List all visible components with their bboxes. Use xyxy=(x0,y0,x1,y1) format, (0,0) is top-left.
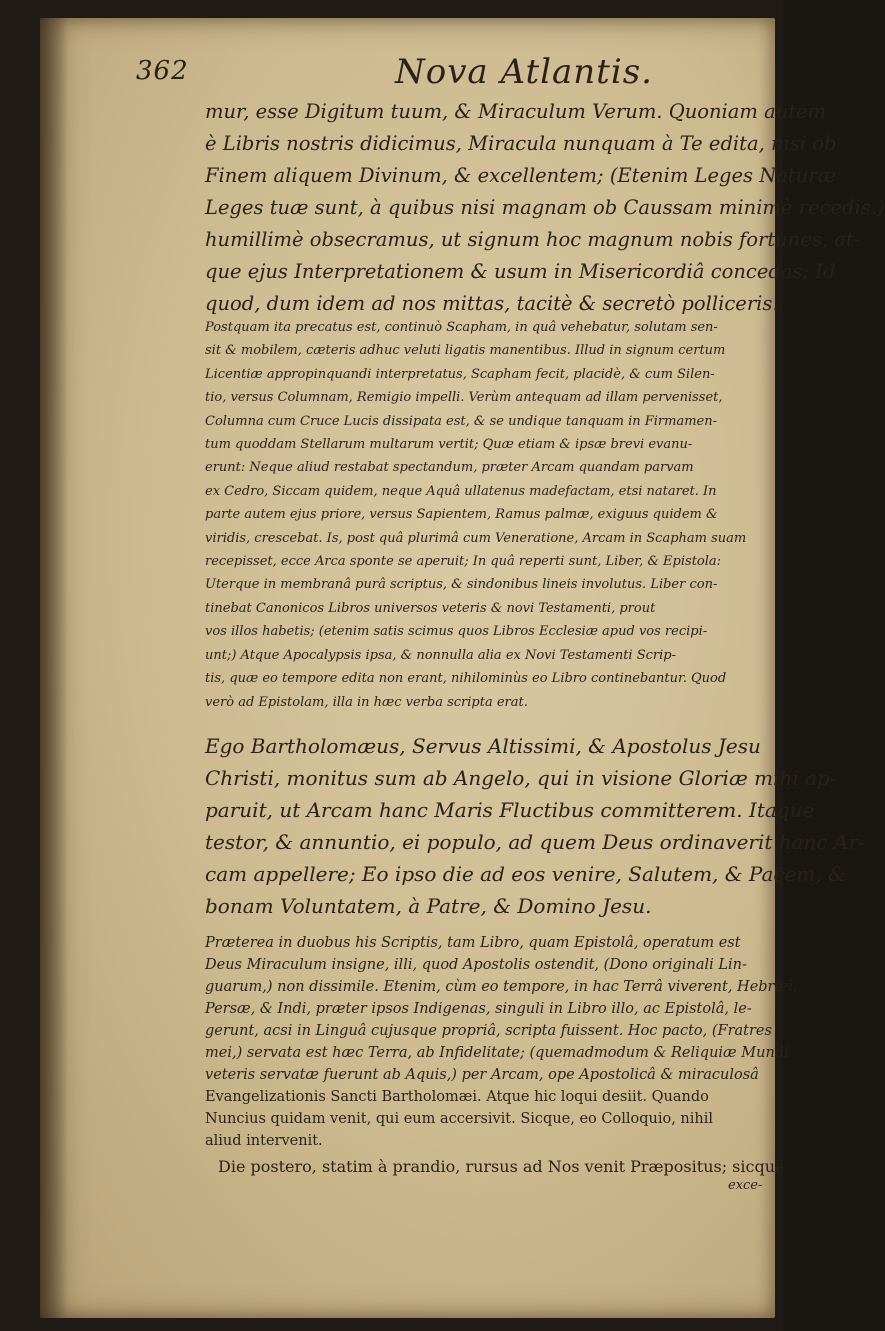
text-line: tis, quæ eo tempore edita non erant, nihilominùs eo Libro continebantur. Quod xyxy=(205,671,727,687)
text-line: Uterque in membranâ purâ scriptus, & sindonibus lineis involutus. Liber con- xyxy=(205,577,718,593)
text-line: ex Cedro, Siccam quidem, neque Aquâ ullatenus madefactam, etsi nataret. In xyxy=(205,483,717,499)
paragraph-ark-narrative xyxy=(205,316,765,714)
text-line: mur, esse Digitum tuum, & Miraculum Verum. Quoniam autem xyxy=(205,100,827,123)
text-line: aliud intervenit. xyxy=(205,1133,323,1149)
paragraph-epistle xyxy=(205,730,865,922)
text-line: è Libris nostris didicimus, Miracula nunquam à Te edita, nisi ob xyxy=(205,132,837,155)
text-line: Deus Miraculum insigne, illi, quod Apostolis ostendit, (Dono originali Lin- xyxy=(205,957,747,973)
text-line: guarum,) non dissimile. Etenim, cùm eo tempore, in hac Terrâ viverent, Hebræi, xyxy=(205,979,798,995)
text-line: Præterea in duobus his Scriptis, tam Libro, quam Epistolâ, operatum est xyxy=(205,935,741,951)
text-line: sit & mobilem, cæteris adhuc veluti ligatis manentibus. Illud in signum certum xyxy=(205,343,726,359)
running-head: Nova Atlantis. xyxy=(395,52,653,92)
paragraph-miracle-of-tongues xyxy=(205,932,798,1152)
catchword: exce- xyxy=(728,1178,763,1193)
text-line: recepisset, ecce Arca sponte se aperuit; In quâ reperti sunt, Liber, & Epistola: xyxy=(205,554,722,570)
text-line: tum quoddam Stellarum multarum vertit; Quæ etiam & ipsæ brevi evanu- xyxy=(205,437,693,453)
text-line: Leges tuæ sunt, à quibus nisi magnam ob Caussam minimè recedis.) xyxy=(205,196,885,219)
text-line: tio, versus Columnam, Remigio impelli. Verùm antequam ad illam pervenisset, xyxy=(205,390,723,406)
text-line: mei,) servata est hæc Terra, ab Infidelitate; (quemadmodum & Reliquiæ Mundi xyxy=(205,1045,789,1061)
text-line: bonam Voluntatem, à Patre, & Domino Jesu. xyxy=(205,894,652,918)
text-line: cam appellere; Eo ipso die ad eos venire, Salutem, & Pacem, & xyxy=(205,862,846,886)
text-line: Persæ, & Indi, præter ipsos Indigenas, singuli in Libro illo, ac Epistolâ, le- xyxy=(205,1001,752,1017)
text-line: verò ad Epistolam, illa in hæc verba scripta erat. xyxy=(205,694,528,710)
text-line: Postquam ita precatus est, continuò Scapham, in quâ vehebatur, solutam sen- xyxy=(205,320,718,335)
text-line: Evangelizationis Sancti Bartholomæi. Atque hic loqui desiit. Quando xyxy=(205,1089,709,1105)
text-line: que ejus Interpretationem & usum in Misericordiâ concedas; Id xyxy=(205,260,836,283)
text-line: viridis, crescebat. Is, post quâ plurimâ cum Veneratione, Arcam in Scapham suam xyxy=(205,530,747,546)
paragraph-prayer-end xyxy=(205,96,885,320)
text-line: quod, dum idem ad nos mittas, tacitè & secretò polliceris. xyxy=(205,292,779,315)
text-line: Licentiæ appropinquandi interpretatus, Scapham fecit, placidè, & cum Silen- xyxy=(205,366,715,382)
text-line: Finem aliquem Divinum, & excellentem; (Etenim Leges Naturæ xyxy=(205,164,836,187)
text-line: parte autem ejus priore, versus Sapientem, Ramus palmæ, exiguus quidem & xyxy=(205,507,718,523)
text-line: humillimè obsecramus, ut signum hoc magnum nobis fortunes, at- xyxy=(205,228,861,251)
text-line: Ego Bartholomæus, Servus Altissimi, & Apostolus Jesu xyxy=(205,734,761,758)
text-line: veteris servatæ fuerunt ab Aquis,) per Arcam, ope Apostolicâ & miraculosâ xyxy=(205,1067,759,1083)
paragraph-next-day xyxy=(218,1154,785,1180)
text-line: vos illos habetis; (etenim satis scimus quos Libros Ecclesiæ apud vos recipi- xyxy=(205,624,708,640)
text-line: Nuncius quidam venit, qui eum accersivit. Sicque, eo Colloquio, nihil xyxy=(205,1111,714,1127)
text-line: Columna cum Cruce Lucis dissipata est, & se undique tanquam in Firmamen- xyxy=(205,413,718,429)
text-line: paruit, ut Arcam hanc Maris Fluctibus committerem. Itaque xyxy=(205,798,815,822)
text-line: tinebat Canonicos Libros universos veteris & novi Testamenti, prout xyxy=(205,600,656,616)
text-line: Die postero, statim à prandio, rursus ad Nos venit Præpositus; sicque xyxy=(218,1157,785,1176)
text-line: testor, & annuntio, ei populo, ad quem Deus ordinaverit hanc Ar- xyxy=(205,830,865,854)
page-gutter-shadow xyxy=(40,18,68,1318)
page-number: 362 xyxy=(136,56,189,86)
text-line: erunt: Neque aliud restabat spectandum, præter Arcam quandam parvam xyxy=(205,460,694,476)
text-line: Christi, monitus sum ab Angelo, qui in visione Gloriæ mihi ap- xyxy=(205,766,837,790)
text-line: unt;) Atque Apocalypsis ipsa, & nonnulla alia ex Novi Testamenti Scrip- xyxy=(205,647,676,663)
text-line: gerunt, acsi in Linguâ cujusque propriâ, scripta fuissent. Hoc pacto, (Fratres xyxy=(205,1023,772,1039)
